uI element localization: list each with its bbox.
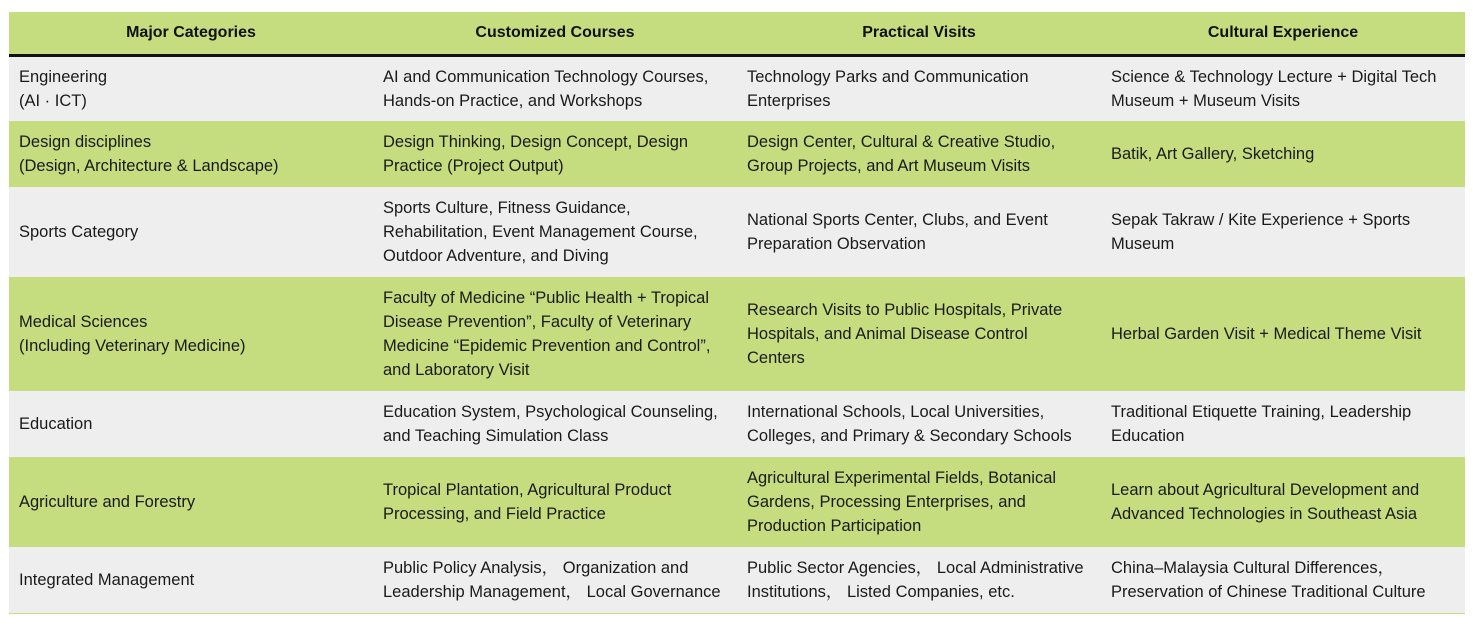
category-cell-line: Integrated Management	[19, 570, 195, 589]
table-body	[9, 55, 1465, 613]
courses-cell	[373, 277, 737, 391]
culture-cell-line: Museum	[1111, 235, 1175, 253]
table-row	[9, 55, 1465, 121]
visits-cell-line: Research Visits to Public Hospitals, Private	[747, 301, 1063, 319]
courses-cell-line: Rehabilitation, Event Management Course,	[383, 223, 698, 241]
culture-cell	[1101, 547, 1465, 613]
culture-cell-line: Preservation of Chinese Traditional Culture	[1111, 582, 1426, 601]
courses-cell-line: and Teaching Simulation Class	[383, 427, 609, 445]
culture-cell	[1101, 121, 1465, 187]
category-cell	[9, 121, 373, 187]
category-cell	[9, 547, 373, 613]
header-practical-visits: Practical Visits	[737, 12, 1101, 55]
header-major-categories: Major Categories	[9, 12, 373, 55]
category-cell	[9, 187, 373, 277]
courses-cell-line: Disease Prevention”, Faculty of Veterinary	[383, 313, 692, 331]
courses-cell-line: Leadership Management， Local Governance	[383, 582, 721, 601]
culture-cell-line: Sepak Takraw / Kite Experience + Sports	[1111, 211, 1411, 229]
courses-cell	[373, 121, 737, 187]
courses-cell-line: Tropical Plantation, Agricultural Product	[383, 481, 672, 499]
courses-cell-line: Public Policy Analysis， Organization and	[383, 558, 689, 577]
visits-cell-line: Hospitals, and Animal Disease Control	[747, 325, 1028, 343]
courses-cell	[373, 55, 737, 121]
visits-cell-line: Gardens, Processing Enterprises, and	[747, 493, 1026, 511]
table-row	[9, 121, 1465, 187]
category-cell	[9, 55, 373, 121]
visits-cell-line: Colleges, and Primary & Secondary Schools	[747, 427, 1072, 445]
visits-cell	[737, 55, 1101, 121]
visits-cell-line: Agricultural Experimental Fields, Botanical	[747, 469, 1057, 487]
courses-cell-line: Education System, Psychological Counseling,	[383, 403, 718, 421]
culture-cell	[1101, 55, 1465, 121]
courses-cell-line: Hands-on Practice, and Workshops	[383, 91, 643, 110]
courses-cell-line: Processing, and Field Practice	[383, 505, 606, 523]
courses-cell-line: Design Thinking, Design Concept, Design	[383, 133, 689, 151]
culture-cell-line: Museum + Museum Visits	[1111, 91, 1301, 110]
category-cell	[9, 277, 373, 391]
courses-cell-line: Faculty of Medicine “Public Health + Tropical	[383, 289, 710, 307]
visits-cell-line: Public Sector Agencies， Local Administrative	[747, 558, 1084, 577]
courses-cell	[373, 457, 737, 547]
category-cell-line: (Design, Architecture & Landscape)	[19, 157, 279, 175]
culture-cell-line: Batik, Art Gallery, Sketching	[1111, 145, 1315, 163]
table-row	[9, 277, 1465, 391]
courses-cell-line: and Laboratory Visit	[383, 361, 530, 379]
table-header	[9, 12, 1465, 55]
visits-cell-line: Preparation Observation	[747, 235, 926, 253]
visits-cell-line: Production Participation	[747, 517, 922, 535]
visits-cell	[737, 277, 1101, 391]
culture-cell	[1101, 187, 1465, 277]
courses-cell	[373, 391, 737, 457]
visits-cell-line: Institutions， Listed Companies, etc.	[747, 582, 1015, 601]
culture-cell-line: Learn about Agricultural Development and	[1111, 481, 1420, 499]
visits-cell	[737, 391, 1101, 457]
category-cell-line: Design disciplines	[19, 133, 152, 151]
culture-cell	[1101, 391, 1465, 457]
culture-cell-line: Traditional Etiquette Training, Leadership	[1111, 403, 1412, 421]
courses-cell	[373, 547, 737, 613]
program-table-container	[9, 12, 1465, 614]
visits-cell	[737, 121, 1101, 187]
visits-cell	[737, 187, 1101, 277]
courses-cell-line: Sports Culture, Fitness Guidance,	[383, 199, 631, 217]
culture-cell-line: Herbal Garden Visit + Medical Theme Visit	[1111, 325, 1422, 343]
table-row	[9, 187, 1465, 277]
culture-cell-line: China–Malaysia Cultural Differences，	[1111, 558, 1395, 577]
category-cell	[9, 391, 373, 457]
category-cell-line: Medical Sciences	[19, 313, 148, 331]
table-row	[9, 457, 1465, 547]
visits-cell	[737, 547, 1101, 613]
visits-cell-line: Design Center, Cultural & Creative Studio,	[747, 133, 1056, 151]
courses-cell-line: Practice (Project Output)	[383, 157, 564, 175]
culture-cell-line: Advanced Technologies in Southeast Asia	[1111, 505, 1418, 523]
visits-cell-line: Technology Parks and Communication	[747, 67, 1029, 86]
category-cell-line: Sports Category	[19, 223, 139, 241]
visits-cell-line: Group Projects, and Art Museum Visits	[747, 157, 1031, 175]
table-row	[9, 547, 1465, 613]
header-cultural-experience: Cultural Experience	[1101, 12, 1465, 55]
courses-cell-line: Medicine “Epidemic Prevention and Control”,	[383, 337, 711, 355]
culture-cell-line: Science & Technology Lecture + Digital Tech	[1111, 67, 1437, 86]
culture-cell	[1101, 457, 1465, 547]
category-cell-line: (AI · ICT)	[19, 91, 87, 110]
culture-cell-line: Education	[1111, 427, 1185, 445]
courses-cell	[373, 187, 737, 277]
culture-cell	[1101, 277, 1465, 391]
courses-cell-line: Outdoor Adventure, and Diving	[383, 247, 609, 265]
visits-cell-line: Centers	[747, 349, 805, 367]
header-row	[9, 12, 1465, 55]
category-cell-line: Engineering	[19, 67, 108, 86]
category-cell	[9, 457, 373, 547]
visits-cell-line: National Sports Center, Clubs, and Event	[747, 211, 1048, 229]
visits-cell	[737, 457, 1101, 547]
table-row	[9, 391, 1465, 457]
category-cell-line: Agriculture and Forestry	[19, 493, 196, 511]
program-table	[9, 12, 1465, 614]
courses-cell-line: AI and Communication Technology Courses,	[383, 67, 709, 86]
visits-cell-line: International Schools, Local Universities,	[747, 403, 1045, 421]
header-customized-courses: Customized Courses	[373, 12, 737, 55]
visits-cell-line: Enterprises	[747, 91, 831, 110]
category-cell-line: Education	[19, 415, 93, 433]
category-cell-line: (Including Veterinary Medicine)	[19, 337, 246, 355]
